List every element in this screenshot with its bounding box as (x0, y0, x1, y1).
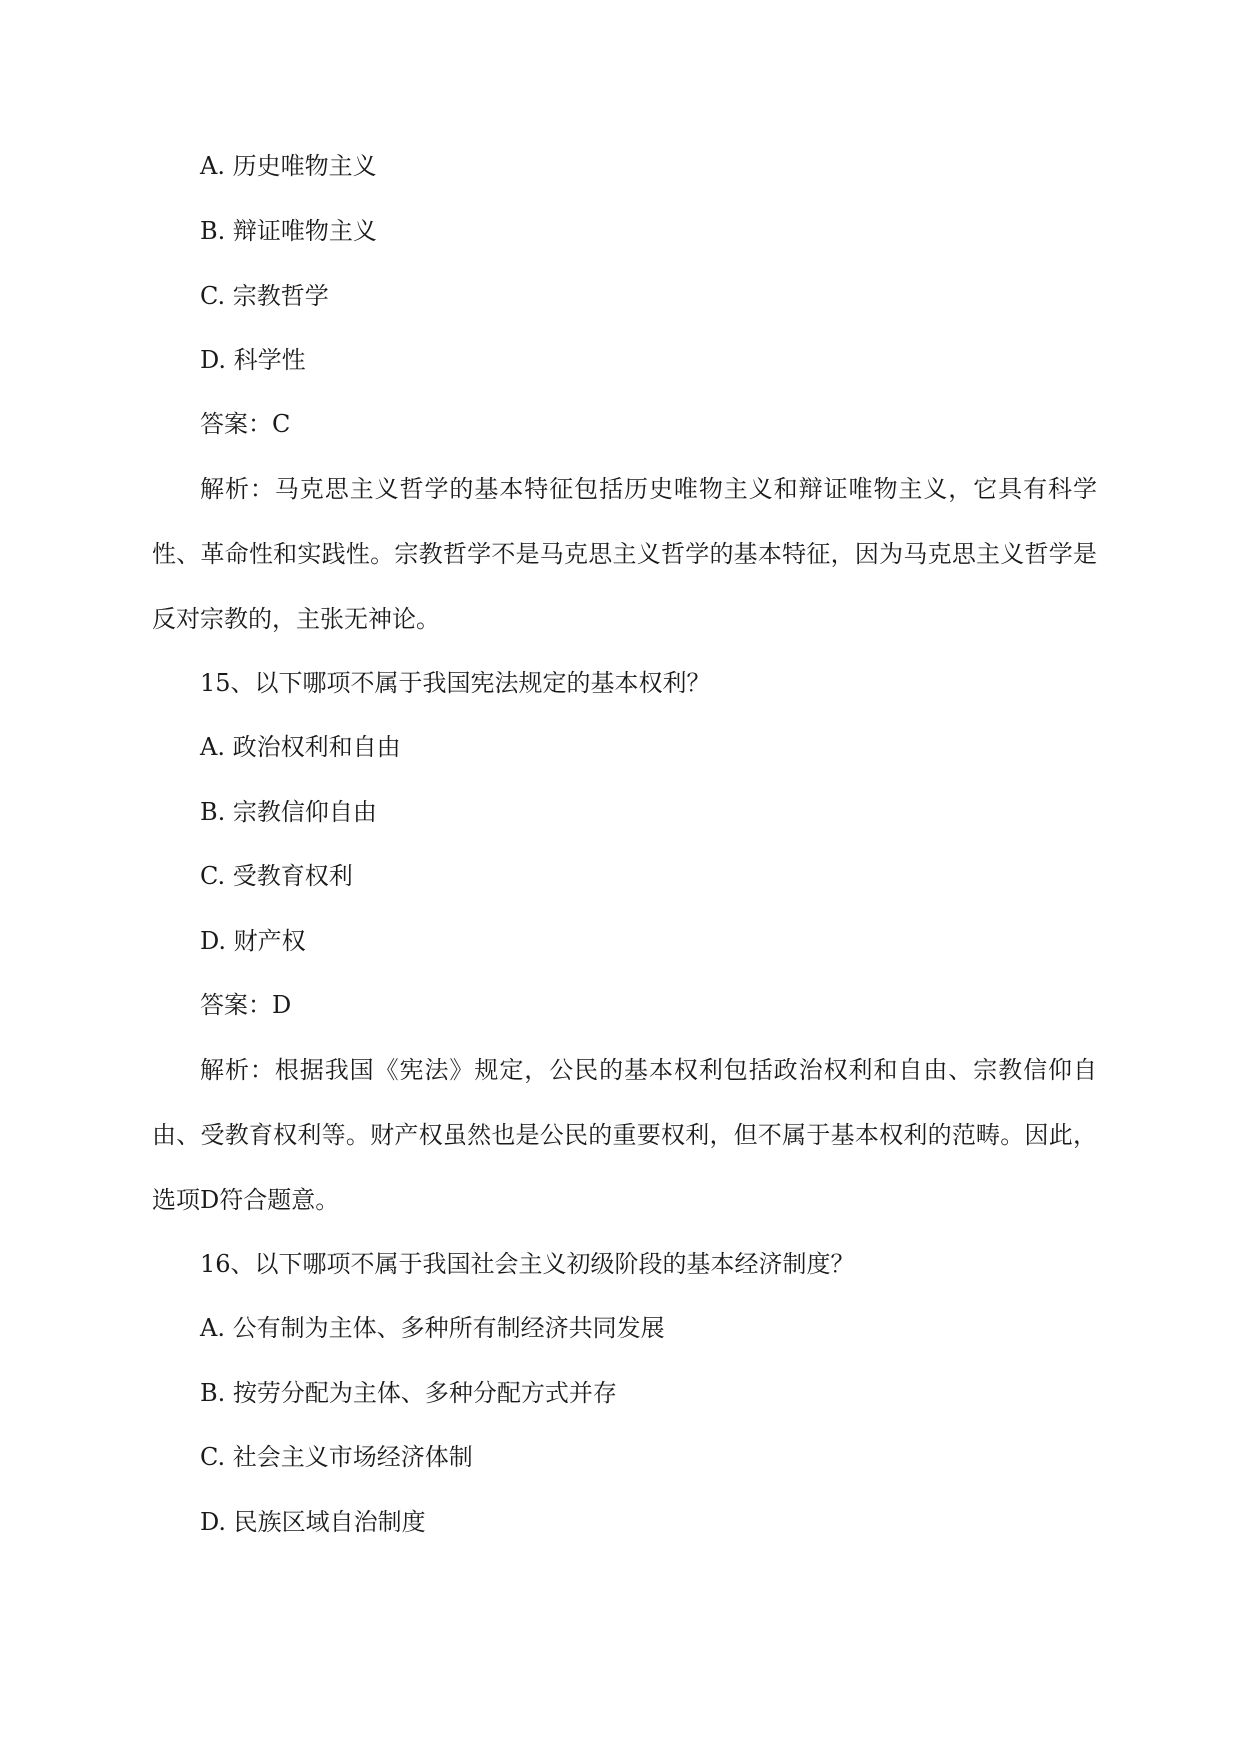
q15-option-a: A. 政治权利和自由 (200, 733, 401, 761)
q16-question: 16、以下哪项不属于我国社会主义初级阶段的基本经济制度？ (200, 1250, 855, 1278)
q15-question: 15、以下哪项不属于我国宪法规定的基本权利？ (200, 669, 711, 697)
q15-option-b: B. 宗教信仰自由 (200, 798, 377, 826)
q14-option-a: A. 历史唯物主义 (200, 152, 377, 180)
q15-option-d: D. 财产权 (200, 927, 306, 955)
q16-option-b: B. 按劳分配为主体、多种分配方式并存 (200, 1379, 617, 1407)
q15-answer: 答案：D (200, 991, 292, 1019)
q14-option-c: C. 宗教哲学 (200, 282, 329, 310)
q16-option-d: D. 民族区域自治制度 (200, 1508, 426, 1536)
q14-option-d: D. 科学性 (200, 346, 306, 374)
q14-analysis: 解析：马克思主义哲学的基本特征包括历史唯物主义和辩证唯物主义，它具有科学性、革命性和实践性。宗教哲学不是马克思主义哲学的基本特征，因为马克思主义哲学是反对宗教的，主张无神论。 (152, 475, 1097, 633)
q15-analysis: 解析：根据我国《宪法》规定，公民的基本权利包括政治权利和自由、宗教信仰自由、受教育权利等。财产权虽然也是公民的重要权利，但不属于基本权利的范畴。因此，选项D符合题意。 (152, 1056, 1097, 1214)
q15-option-c: C. 受教育权利 (200, 862, 353, 890)
q16-option-c: C. 社会主义市场经济体制 (200, 1443, 473, 1471)
q14-option-b: B. 辩证唯物主义 (200, 217, 377, 245)
q16-option-a: A. 公有制为主体、多种所有制经济共同发展 (200, 1314, 665, 1342)
q14-answer: 答案：C (200, 410, 291, 438)
